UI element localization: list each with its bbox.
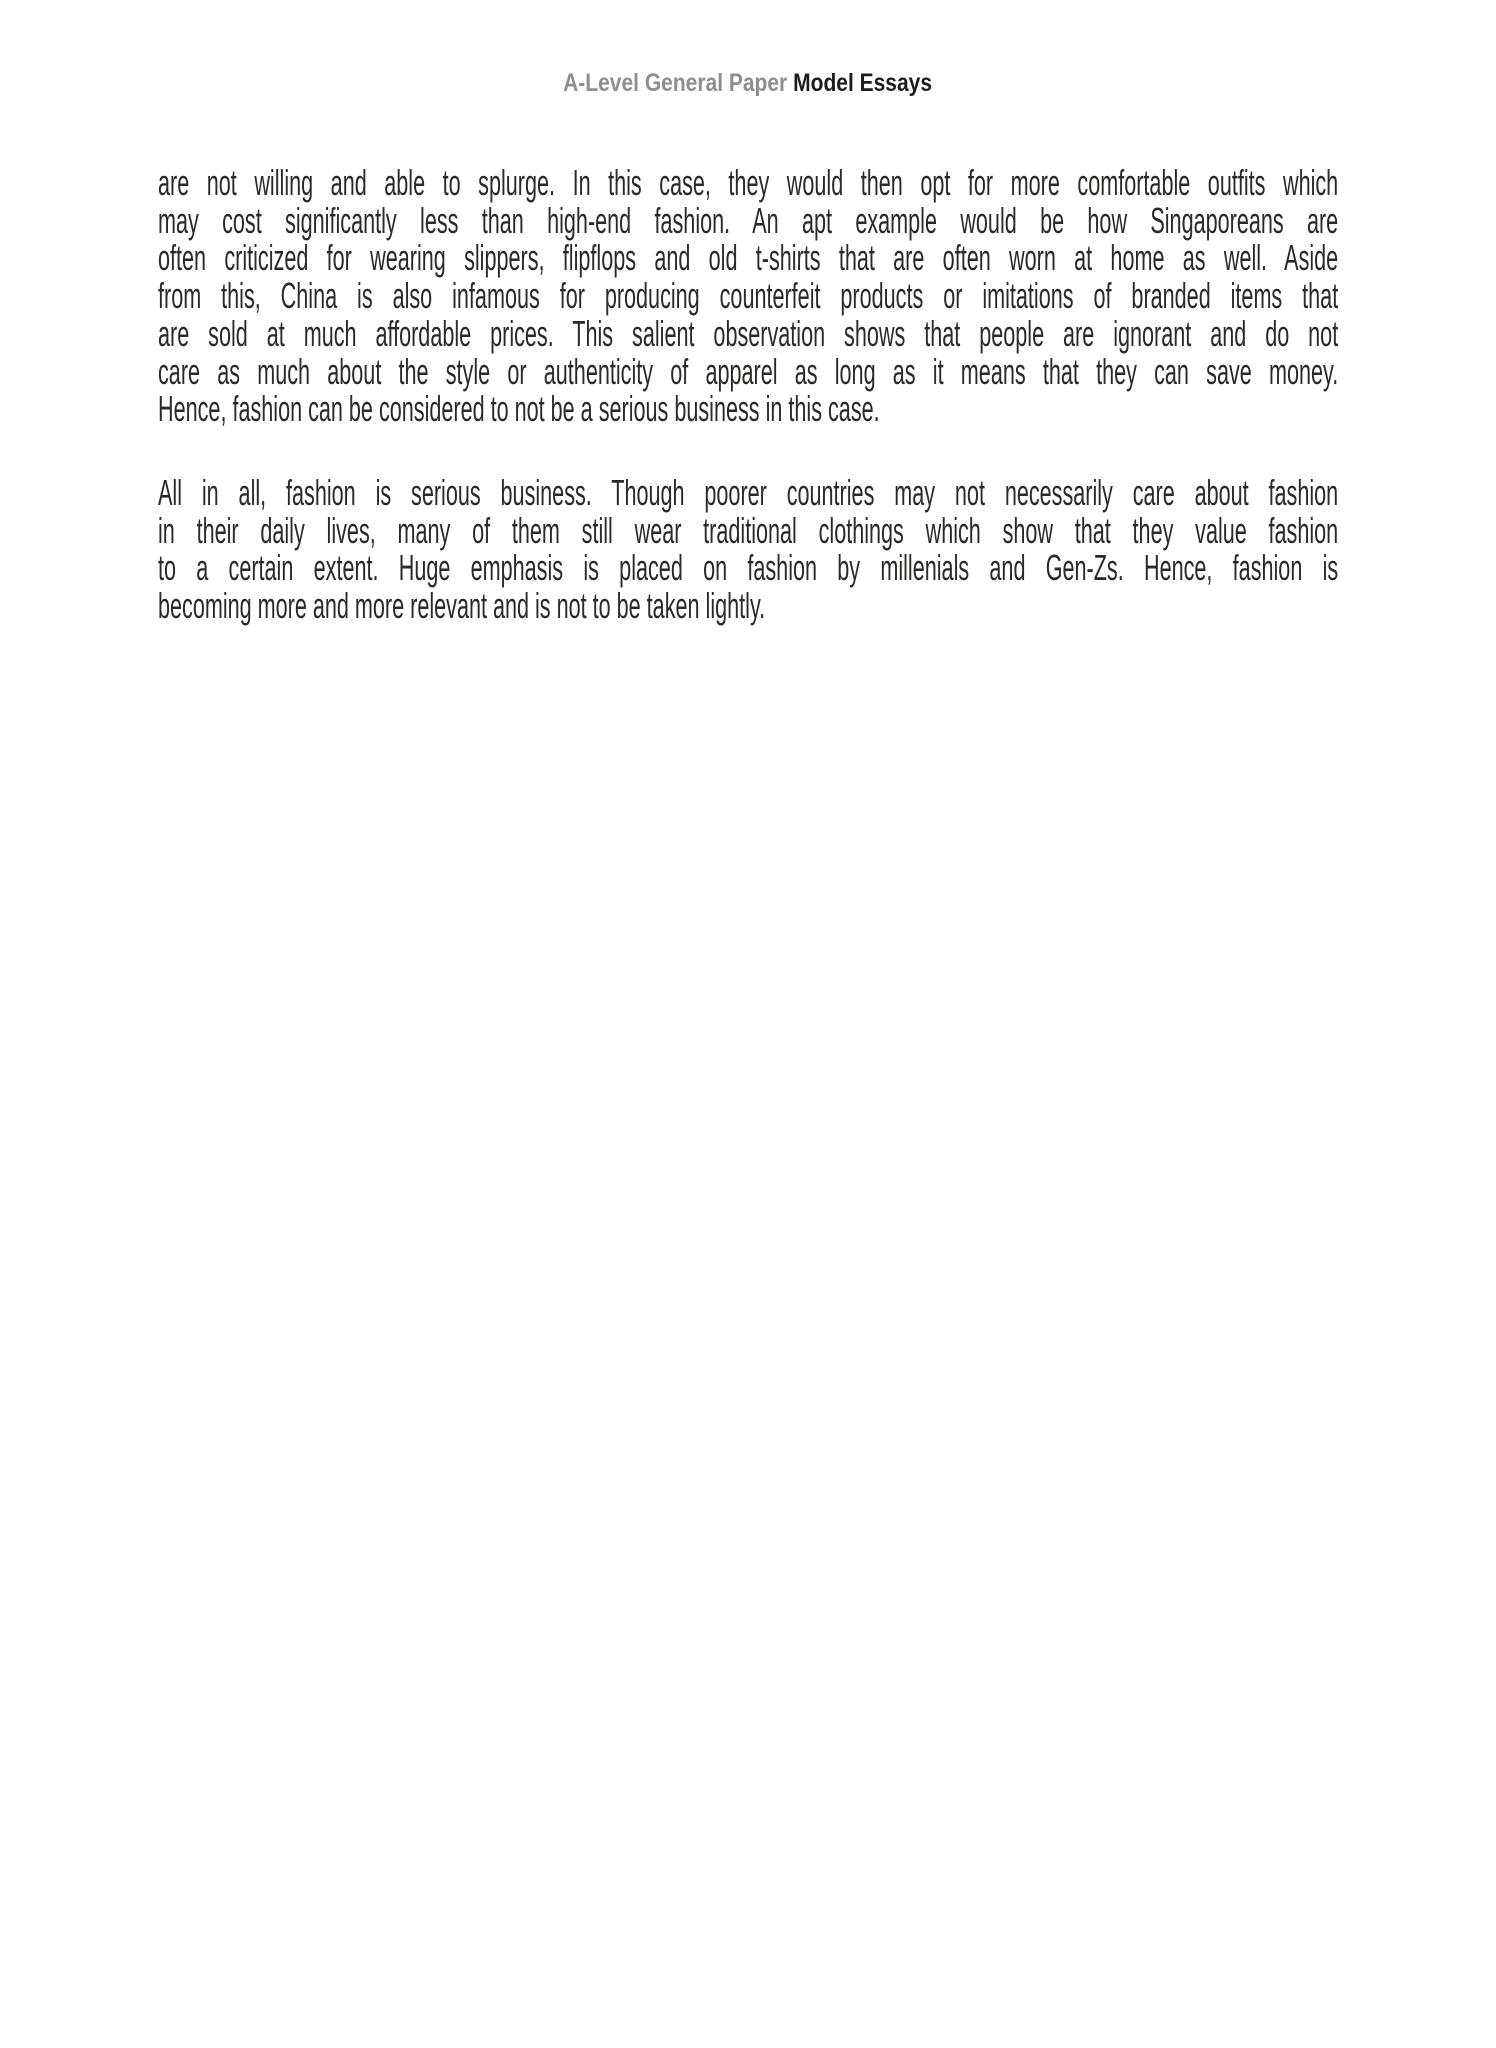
essay-body	[158, 164, 1338, 625]
header-series-title: A-Level General Paper	[563, 69, 788, 97]
essay-line: are sold at much affordable prices. This salient observation shows that people are ignorant and do not	[158, 312, 1339, 354]
header-book-title: Model Essays	[793, 69, 933, 97]
essay-line: All in all, fashion is serious business. Though poorer countries may not necessarily care about fashion	[158, 471, 1339, 513]
essay-line: often criticized for wearing slippers, flipflops and old t-shirts that are often worn at home as well. Aside	[158, 237, 1339, 279]
essay-line: from this, China is also infamous for producing counterfeit products or imitations of branded items that	[158, 275, 1339, 317]
page-header-text	[564, 70, 933, 96]
essay-line: are not willing and able to splurge. In this case, they would then opt for more comfortable outfits which	[158, 162, 1339, 203]
page-header	[0, 70, 1496, 96]
essay-line: Hence, fashion can be considered to not be a serious business in this case.	[158, 388, 880, 430]
essay-line: may cost significantly less than high-end fashion. An apt example would be how Singaporeans are	[158, 199, 1339, 241]
essay-line: to a certain extent. Huge emphasis is placed on fashion by millenials and Gen-Zs. Hence, fashion is	[158, 547, 1339, 589]
paragraph-2	[158, 471, 1339, 627]
essay-line: in their daily lives, many of them still wear traditional clothings which show that they value fashion	[158, 509, 1339, 551]
paragraph-1	[158, 164, 1338, 428]
essay-line: care as much about the style or authenticity of apparel as long as it means that they can save money.	[158, 350, 1339, 392]
essay-line: becoming more and more relevant and is not to be taken lightly.	[158, 585, 766, 627]
